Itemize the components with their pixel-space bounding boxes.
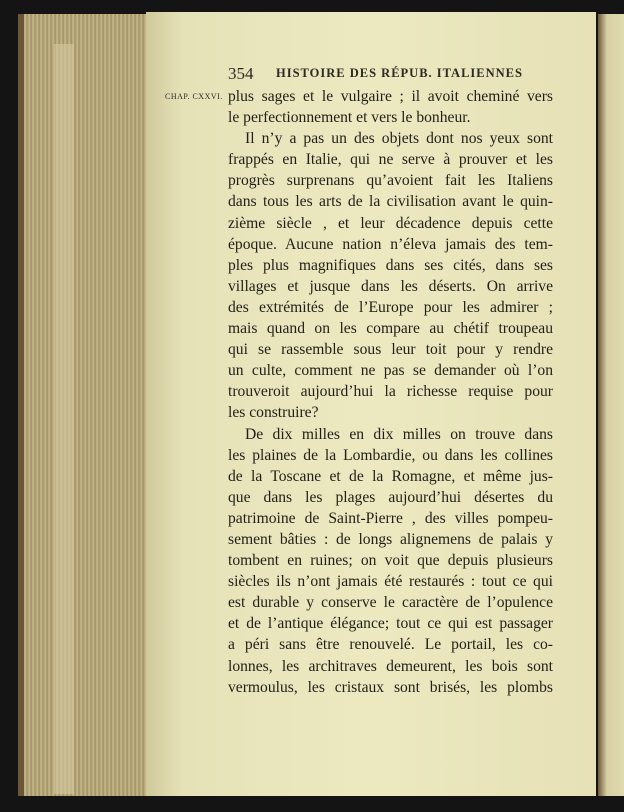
text-line: les plaines de la Lombardie, ou dans les collines bbox=[228, 446, 553, 464]
chapter-side-note: CHAP. CXXVI. bbox=[165, 92, 223, 101]
text-line: vermoulus, les cristaux sont brisés, les plombs bbox=[228, 678, 553, 696]
text-line: a péri sans être renouvelé. Le portail, les co- bbox=[228, 636, 553, 654]
text-line: de la Toscane et de la Romagne, et même jus- bbox=[228, 467, 553, 485]
text-line: mais quand on les compare au chétif troupeau bbox=[228, 320, 553, 338]
text-line: sement bâties : de longs alignemens de palais y bbox=[228, 530, 553, 548]
text-line: qui se rassemble sous leur toit pour y rendre bbox=[228, 341, 553, 359]
book-page-edges bbox=[18, 14, 154, 796]
facing-page-edge bbox=[598, 14, 624, 796]
text-line: ples plus magnifiques dans ses cités, dans ses bbox=[228, 256, 553, 274]
text-line: Il n’y a pas un des objets dont nos yeux sont bbox=[245, 130, 553, 148]
page-number: 354 bbox=[228, 64, 254, 83]
text-line: dans tous les arts de la civilisation avant le quin- bbox=[228, 193, 553, 211]
text-line: siècles ils n’ont jamais été restaurés : tout ce qui bbox=[228, 573, 553, 591]
text-line: plus sages et le vulgaire ; il avoit cheminé vers bbox=[228, 88, 553, 105]
text-line: et de l’antique élégance; tout ce qui est passager bbox=[228, 615, 553, 633]
text-line: les construire? bbox=[228, 404, 319, 422]
text-line: un culte, comment ne pas se demander où l’on bbox=[228, 362, 553, 380]
text-line: villages et jusque dans les déserts. On arrive bbox=[228, 277, 553, 295]
text-line: que dans les plages aujourd’hui désertes du bbox=[228, 488, 553, 506]
text-line: tombent en ruines; on voit que depuis plusieurs bbox=[228, 552, 553, 570]
running-title: HISTOIRE DES RÉPUB. ITALIENNES bbox=[276, 66, 523, 80]
text-line: est durable y conserve le caractère de l’opulence bbox=[228, 594, 553, 612]
text-line: lonnes, les architraves demeurent, les bois sont bbox=[228, 657, 553, 675]
page-edge-highlight bbox=[54, 44, 74, 794]
text-line: des extrémités de l’Europe pour les admirer ; bbox=[228, 298, 553, 316]
text-line: De dix milles en dix milles on trouve dans bbox=[245, 425, 553, 443]
text-line: frappés en Italie, qui ne serve à prouver et les bbox=[228, 151, 553, 169]
text-line: le perfectionnement et vers le bonheur. bbox=[228, 109, 471, 127]
text-line: zième siècle , et leur décadence depuis cette bbox=[228, 214, 553, 232]
text-line: trouveroit aujourd’hui la richesse requise pour bbox=[228, 383, 553, 401]
text-line: époque. Aucune nation n’éleva jamais des tem- bbox=[228, 235, 553, 253]
text-line: patrimoine de Saint-Pierre , des villes pompeu- bbox=[228, 509, 553, 527]
text-line: progrès surprenans qu’avoient fait les Italiens bbox=[228, 172, 553, 190]
body-text bbox=[228, 86, 553, 698]
